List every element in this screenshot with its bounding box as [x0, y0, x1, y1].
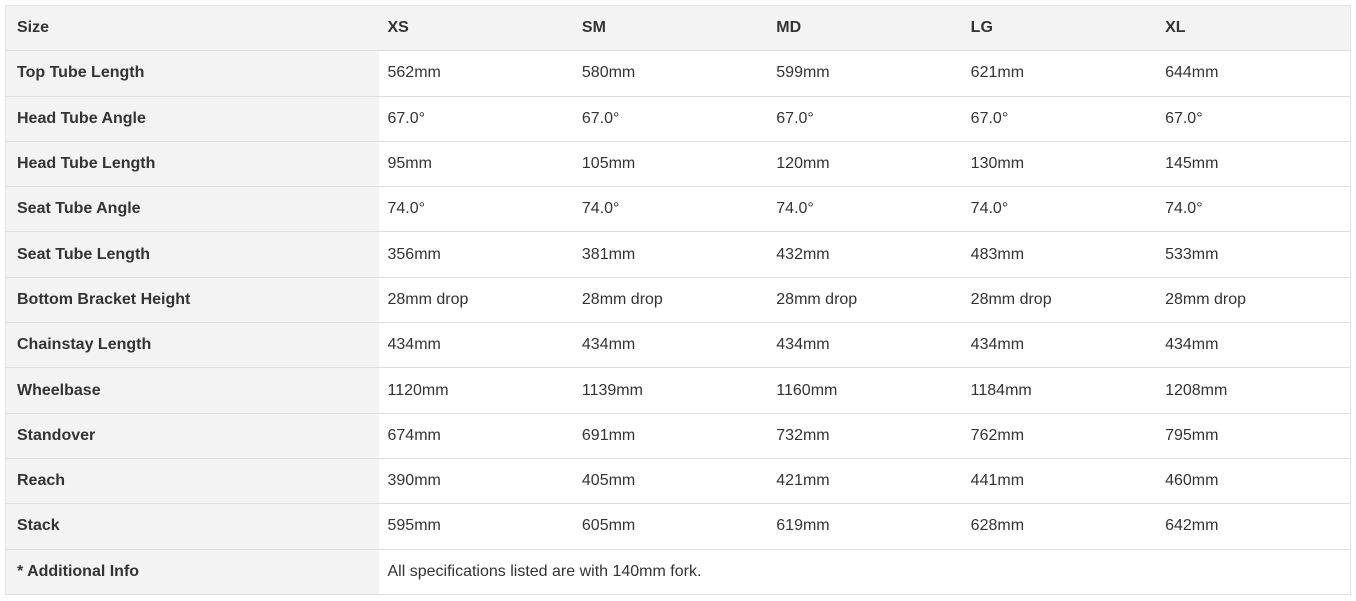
table-cell: 483mm [962, 232, 1156, 277]
table-cell: 1120mm [379, 368, 573, 413]
row-label: Bottom Bracket Height [6, 277, 379, 322]
table-cell: 441mm [962, 458, 1156, 503]
additional-info-label: * Additional Info [6, 549, 379, 594]
table-cell: 95mm [379, 141, 573, 186]
table-cell: 762mm [962, 413, 1156, 458]
table-row [6, 368, 1351, 413]
geometry-table [5, 5, 1351, 595]
table-cell: 74.0° [379, 187, 573, 232]
table-cell: 421mm [767, 458, 961, 503]
table-cell: 28mm drop [767, 277, 961, 322]
size-header-label: Size [6, 6, 379, 51]
table-cell: 1184mm [962, 368, 1156, 413]
table-cell: 605mm [573, 504, 767, 549]
row-label: Chainstay Length [6, 323, 379, 368]
table-row [6, 232, 1351, 277]
table-cell: 356mm [379, 232, 573, 277]
table-cell: 619mm [767, 504, 961, 549]
table-cell: 67.0° [573, 96, 767, 141]
table-cell: 28mm drop [379, 277, 573, 322]
table-cell: 105mm [573, 141, 767, 186]
table-cell: 434mm [1156, 323, 1350, 368]
table-row [6, 277, 1351, 322]
row-label: Wheelbase [6, 368, 379, 413]
table-cell: 533mm [1156, 232, 1350, 277]
table-row [6, 141, 1351, 186]
table-cell: 28mm drop [962, 277, 1156, 322]
table-header-row [6, 6, 1351, 51]
table-cell: 1160mm [767, 368, 961, 413]
table-cell: 621mm [962, 51, 1156, 96]
table-cell: 28mm drop [573, 277, 767, 322]
table-cell: 434mm [767, 323, 961, 368]
table-cell: 732mm [767, 413, 961, 458]
table-cell: 562mm [379, 51, 573, 96]
table-row [6, 51, 1351, 96]
row-label: Head Tube Length [6, 141, 379, 186]
table-cell: 405mm [573, 458, 767, 503]
table-cell: 434mm [573, 323, 767, 368]
table-cell: 145mm [1156, 141, 1350, 186]
size-header-xs: XS [379, 6, 573, 51]
table-row [6, 458, 1351, 503]
table-cell: 434mm [962, 323, 1156, 368]
table-row [6, 504, 1351, 549]
table-cell: 67.0° [767, 96, 961, 141]
size-header-md: MD [767, 6, 961, 51]
size-header-lg: LG [962, 6, 1156, 51]
table-cell: 74.0° [962, 187, 1156, 232]
table-cell: 642mm [1156, 504, 1350, 549]
row-label: Head Tube Angle [6, 96, 379, 141]
row-label: Top Tube Length [6, 51, 379, 96]
table-cell: 434mm [379, 323, 573, 368]
table-cell: 1208mm [1156, 368, 1350, 413]
table-cell: 381mm [573, 232, 767, 277]
row-label: Seat Tube Length [6, 232, 379, 277]
table-cell: 595mm [379, 504, 573, 549]
table-cell: 67.0° [962, 96, 1156, 141]
table-cell: 67.0° [379, 96, 573, 141]
table-cell: 628mm [962, 504, 1156, 549]
table-cell: 674mm [379, 413, 573, 458]
table-cell: 580mm [573, 51, 767, 96]
table-cell: 74.0° [767, 187, 961, 232]
additional-info-row [6, 549, 1351, 594]
table-cell: 691mm [573, 413, 767, 458]
table-cell: 460mm [1156, 458, 1350, 503]
size-header-sm: SM [573, 6, 767, 51]
table-cell: 644mm [1156, 51, 1350, 96]
table-cell: 390mm [379, 458, 573, 503]
table-row [6, 323, 1351, 368]
table-cell: 74.0° [573, 187, 767, 232]
table-cell: 28mm drop [1156, 277, 1350, 322]
additional-info-text: All specifications listed are with 140mm fork. [379, 549, 1351, 594]
row-label: Stack [6, 504, 379, 549]
row-label: Seat Tube Angle [6, 187, 379, 232]
table-cell: 74.0° [1156, 187, 1350, 232]
table-row [6, 96, 1351, 141]
table-cell: 795mm [1156, 413, 1350, 458]
row-label: Standover [6, 413, 379, 458]
size-header-xl: XL [1156, 6, 1350, 51]
table-cell: 1139mm [573, 368, 767, 413]
table-cell: 432mm [767, 232, 961, 277]
table-cell: 120mm [767, 141, 961, 186]
table-cell: 599mm [767, 51, 961, 96]
table-cell: 67.0° [1156, 96, 1350, 141]
row-label: Reach [6, 458, 379, 503]
table-cell: 130mm [962, 141, 1156, 186]
table-row [6, 413, 1351, 458]
table-row [6, 187, 1351, 232]
